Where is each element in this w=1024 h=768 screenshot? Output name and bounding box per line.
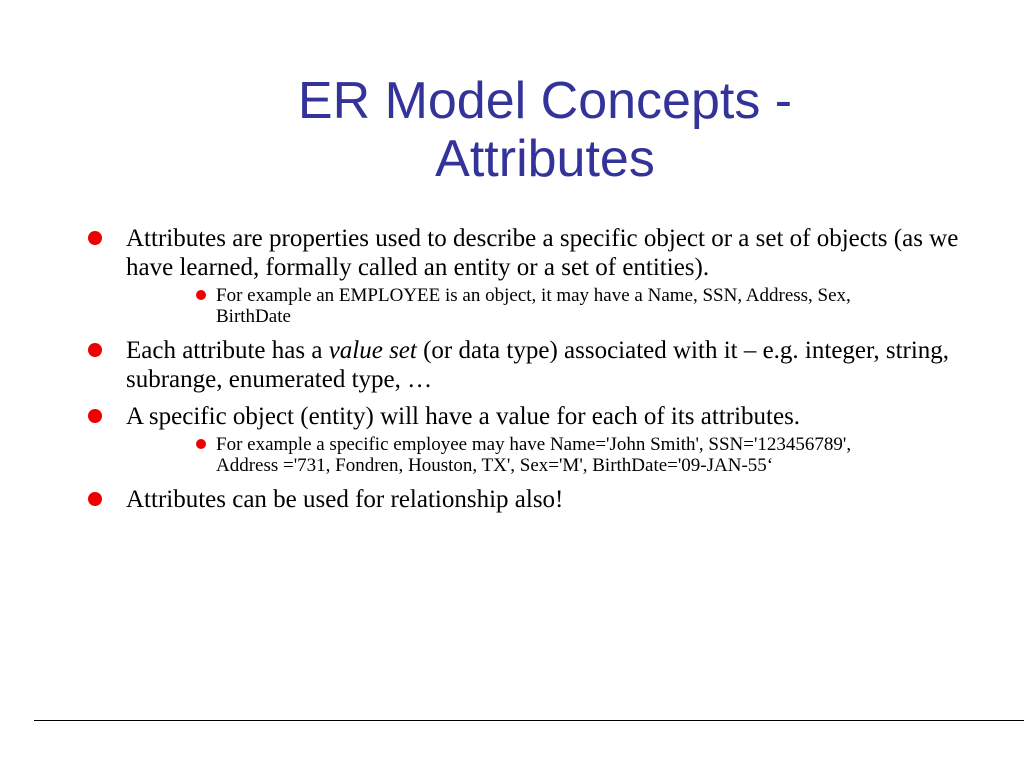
bullet-text-before: Each attribute has a: [126, 337, 329, 364]
bullet-dot-icon: [88, 409, 102, 423]
bullet-text-emphasis: value set: [328, 337, 417, 364]
bullet-item: [84, 402, 964, 431]
title-line-1: ER Model Concepts -: [297, 72, 793, 130]
bullet-text: Attributes can be used for relationship also!: [126, 486, 564, 513]
bullet-item: [84, 485, 964, 514]
bullet-dot-icon: [88, 231, 102, 245]
slide-title: [240, 72, 850, 188]
bullet-text: A specific object (entity) will have a value for each of its attributes.: [126, 403, 801, 430]
sub-bullet-item: [191, 434, 916, 476]
bullet-dot-icon: [88, 492, 102, 506]
footer-divider: [34, 720, 1024, 721]
title-line-2: Attributes: [435, 130, 655, 188]
sub-bullet-text: For example a specific employee may have Name='John Smith', SSN='123456789', Address ='731, Fondren, Houston, TX', Sex='M', BirthDate='09-JAN-55‘: [216, 434, 852, 476]
bullet-text-after: (or data type) associated with it – e.g. integer, string, subrange, enumerated type, …: [126, 337, 950, 393]
sub-bullet-text: For example an EMPLOYEE is an object, it may have a Name, SSN, Address, Sex, BirthDate: [216, 285, 851, 327]
slide-body: [84, 224, 964, 522]
bullet-item: [84, 336, 964, 394]
sub-bullet-dot-icon: [196, 439, 206, 449]
bullet-text: Attributes are properties used to describe a specific object or a set of objects (as we have learned, formally called an entity or a set of entities).: [126, 225, 959, 281]
sub-bullet-dot-icon: [196, 290, 206, 300]
bullet-dot-icon: [88, 343, 102, 357]
bullet-item: [84, 224, 964, 282]
sub-bullet-item: [191, 285, 916, 327]
